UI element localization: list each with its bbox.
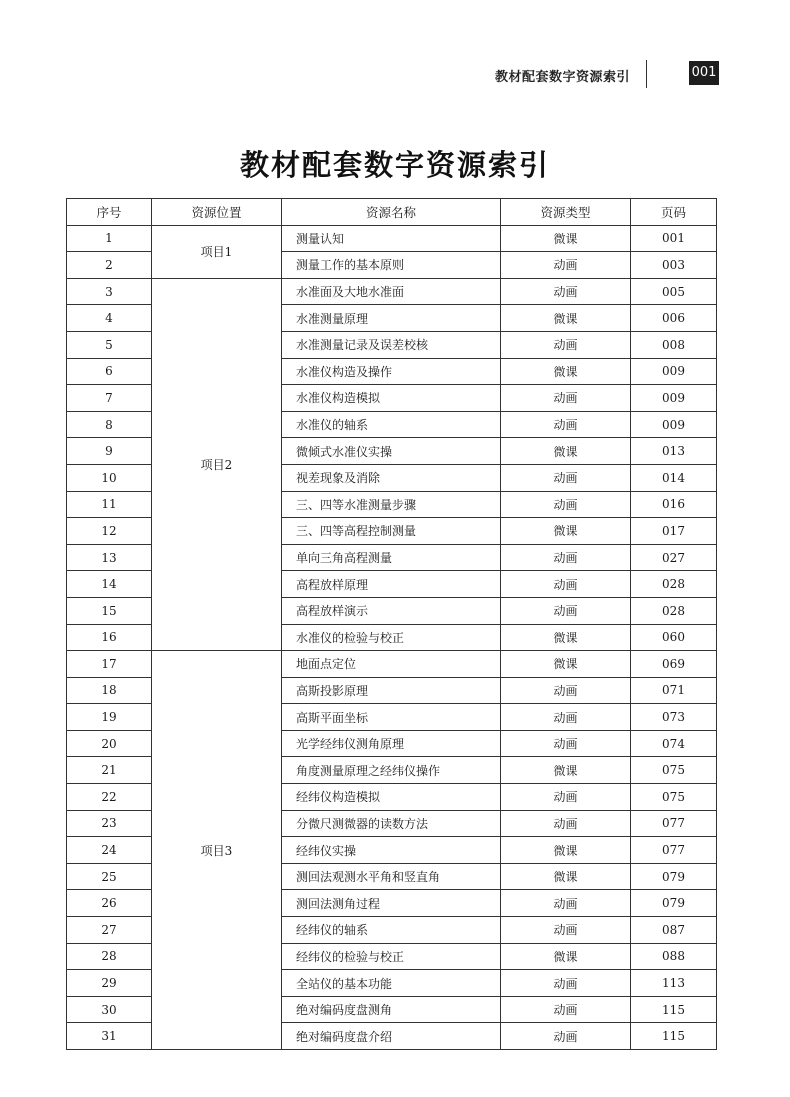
row-number: 2 (67, 252, 152, 279)
resource-type: 动画 (501, 1023, 631, 1050)
row-number: 4 (67, 305, 152, 332)
row-number: 14 (67, 571, 152, 598)
resource-name: 经纬仪的检验与校正 (282, 943, 501, 970)
resource-page: 069 (631, 651, 717, 678)
resource-page: 028 (631, 571, 717, 598)
row-number: 7 (67, 385, 152, 412)
resource-type: 微课 (501, 305, 631, 332)
resource-name: 经纬仪构造模拟 (282, 784, 501, 811)
running-head-title: 教材配套数字资源索引 (494, 70, 630, 85)
resource-page: 009 (631, 385, 717, 412)
resource-page: 077 (631, 837, 717, 864)
header-location: 资源位置 (152, 199, 282, 226)
resource-type: 动画 (501, 890, 631, 917)
resource-name: 视差现象及消除 (282, 464, 501, 491)
resource-type: 动画 (501, 597, 631, 624)
row-number: 1 (67, 225, 152, 252)
resource-type: 动画 (501, 970, 631, 997)
table-row (67, 651, 717, 678)
resource-page: 087 (631, 917, 717, 944)
row-number: 17 (67, 651, 152, 678)
resource-name: 测回法测角过程 (282, 890, 501, 917)
row-number: 29 (67, 970, 152, 997)
resource-page: 009 (631, 358, 717, 385)
row-number: 25 (67, 863, 152, 890)
resource-type: 动画 (501, 784, 631, 811)
resource-page: 014 (631, 464, 717, 491)
resource-type: 动画 (501, 917, 631, 944)
resource-name: 经纬仪实操 (282, 837, 501, 864)
resource-type: 动画 (501, 252, 631, 279)
table-body (67, 225, 717, 1049)
resource-page: 006 (631, 305, 717, 332)
row-number: 9 (67, 438, 152, 465)
row-number: 3 (67, 278, 152, 305)
resource-page: 009 (631, 411, 717, 438)
row-number: 5 (67, 331, 152, 358)
header-type: 资源类型 (501, 199, 631, 226)
row-number: 12 (67, 518, 152, 545)
header-page: 页码 (631, 199, 717, 226)
resource-page: 001 (631, 225, 717, 252)
resource-page: 028 (631, 597, 717, 624)
resource-type: 微课 (501, 837, 631, 864)
resource-type: 动画 (501, 571, 631, 598)
resource-type: 微课 (501, 438, 631, 465)
resource-page: 073 (631, 704, 717, 731)
resource-page: 074 (631, 730, 717, 757)
resource-name: 高斯平面坐标 (282, 704, 501, 731)
resource-type: 动画 (501, 491, 631, 518)
resource-type: 动画 (501, 996, 631, 1023)
row-number: 26 (67, 890, 152, 917)
row-number: 24 (67, 837, 152, 864)
resource-name: 水准仪的轴系 (282, 411, 501, 438)
resource-page: 071 (631, 677, 717, 704)
resource-name: 绝对编码度盘介绍 (282, 1023, 501, 1050)
row-number: 22 (67, 784, 152, 811)
resource-name: 水准测量原理 (282, 305, 501, 332)
row-number: 10 (67, 464, 152, 491)
resource-page: 088 (631, 943, 717, 970)
resource-type: 动画 (501, 331, 631, 358)
row-number: 13 (67, 544, 152, 571)
resource-name: 测量认知 (282, 225, 501, 252)
resource-location: 项目1 (152, 225, 282, 278)
row-number: 21 (67, 757, 152, 784)
resource-name: 高程放样演示 (282, 597, 501, 624)
resource-name: 测回法观测水平角和竖直角 (282, 863, 501, 890)
resource-type: 动画 (501, 810, 631, 837)
resource-type: 微课 (501, 863, 631, 890)
resource-page: 013 (631, 438, 717, 465)
resource-name: 单向三角高程测量 (282, 544, 501, 571)
header-number: 序号 (67, 199, 152, 226)
row-number: 6 (67, 358, 152, 385)
resource-name: 水准测量记录及误差校核 (282, 331, 501, 358)
resource-name: 高程放样原理 (282, 571, 501, 598)
row-number: 8 (67, 411, 152, 438)
page-number-badge: 001 (689, 61, 719, 85)
resource-name: 绝对编码度盘测角 (282, 996, 501, 1023)
resource-type: 动画 (501, 385, 631, 412)
table-header-row (67, 199, 717, 226)
row-number: 11 (67, 491, 152, 518)
resource-page: 016 (631, 491, 717, 518)
resource-name: 水准仪构造及操作 (282, 358, 501, 385)
resource-page: 077 (631, 810, 717, 837)
resource-page: 017 (631, 518, 717, 545)
resource-name: 水准面及大地水准面 (282, 278, 501, 305)
resource-type: 微课 (501, 358, 631, 385)
resource-type: 动画 (501, 411, 631, 438)
resource-page: 075 (631, 784, 717, 811)
resource-page: 079 (631, 863, 717, 890)
resource-name: 水准仪构造模拟 (282, 385, 501, 412)
row-number: 16 (67, 624, 152, 651)
row-number: 15 (67, 597, 152, 624)
resource-name: 光学经纬仪测角原理 (282, 730, 501, 757)
row-number: 31 (67, 1023, 152, 1050)
resource-type: 微课 (501, 651, 631, 678)
resource-page: 060 (631, 624, 717, 651)
row-number: 19 (67, 704, 152, 731)
resource-name: 分微尺测微器的读数方法 (282, 810, 501, 837)
resource-page: 113 (631, 970, 717, 997)
resource-name: 测量工作的基本原则 (282, 252, 501, 279)
resource-page: 079 (631, 890, 717, 917)
resource-page: 075 (631, 757, 717, 784)
resource-name: 三、四等高程控制测量 (282, 518, 501, 545)
resource-page: 003 (631, 252, 717, 279)
resource-page: 008 (631, 331, 717, 358)
row-number: 23 (67, 810, 152, 837)
row-number: 30 (67, 996, 152, 1023)
table-row (67, 225, 717, 252)
running-head-divider (646, 60, 647, 88)
running-head (0, 60, 790, 90)
page-title: 教材配套数字资源索引 (239, 148, 550, 182)
resource-type: 动画 (501, 704, 631, 731)
resource-type: 微课 (501, 518, 631, 545)
resource-type: 微课 (501, 757, 631, 784)
resource-type: 动画 (501, 544, 631, 571)
resource-type: 动画 (501, 278, 631, 305)
resource-type: 动画 (501, 677, 631, 704)
resource-location: 项目2 (152, 278, 282, 650)
resource-type: 动画 (501, 464, 631, 491)
resource-type: 微课 (501, 943, 631, 970)
resource-name: 地面点定位 (282, 651, 501, 678)
row-number: 18 (67, 677, 152, 704)
row-number: 28 (67, 943, 152, 970)
table-row (67, 278, 717, 305)
resource-page: 027 (631, 544, 717, 571)
resource-page: 005 (631, 278, 717, 305)
resource-page: 115 (631, 996, 717, 1023)
resource-name: 高斯投影原理 (282, 677, 501, 704)
resource-name: 全站仪的基本功能 (282, 970, 501, 997)
resource-page: 115 (631, 1023, 717, 1050)
resource-type: 微课 (501, 225, 631, 252)
resource-name: 经纬仪的轴系 (282, 917, 501, 944)
resource-name: 微倾式水准仪实操 (282, 438, 501, 465)
resource-type: 微课 (501, 624, 631, 651)
resource-index-table (66, 198, 717, 1050)
row-number: 20 (67, 730, 152, 757)
row-number: 27 (67, 917, 152, 944)
resource-name: 角度测量原理之经纬仪操作 (282, 757, 501, 784)
header-name: 资源名称 (282, 199, 501, 226)
resource-name: 水准仪的检验与校正 (282, 624, 501, 651)
resource-location: 项目3 (152, 651, 282, 1050)
resource-type: 动画 (501, 730, 631, 757)
resource-name: 三、四等水准测量步骤 (282, 491, 501, 518)
